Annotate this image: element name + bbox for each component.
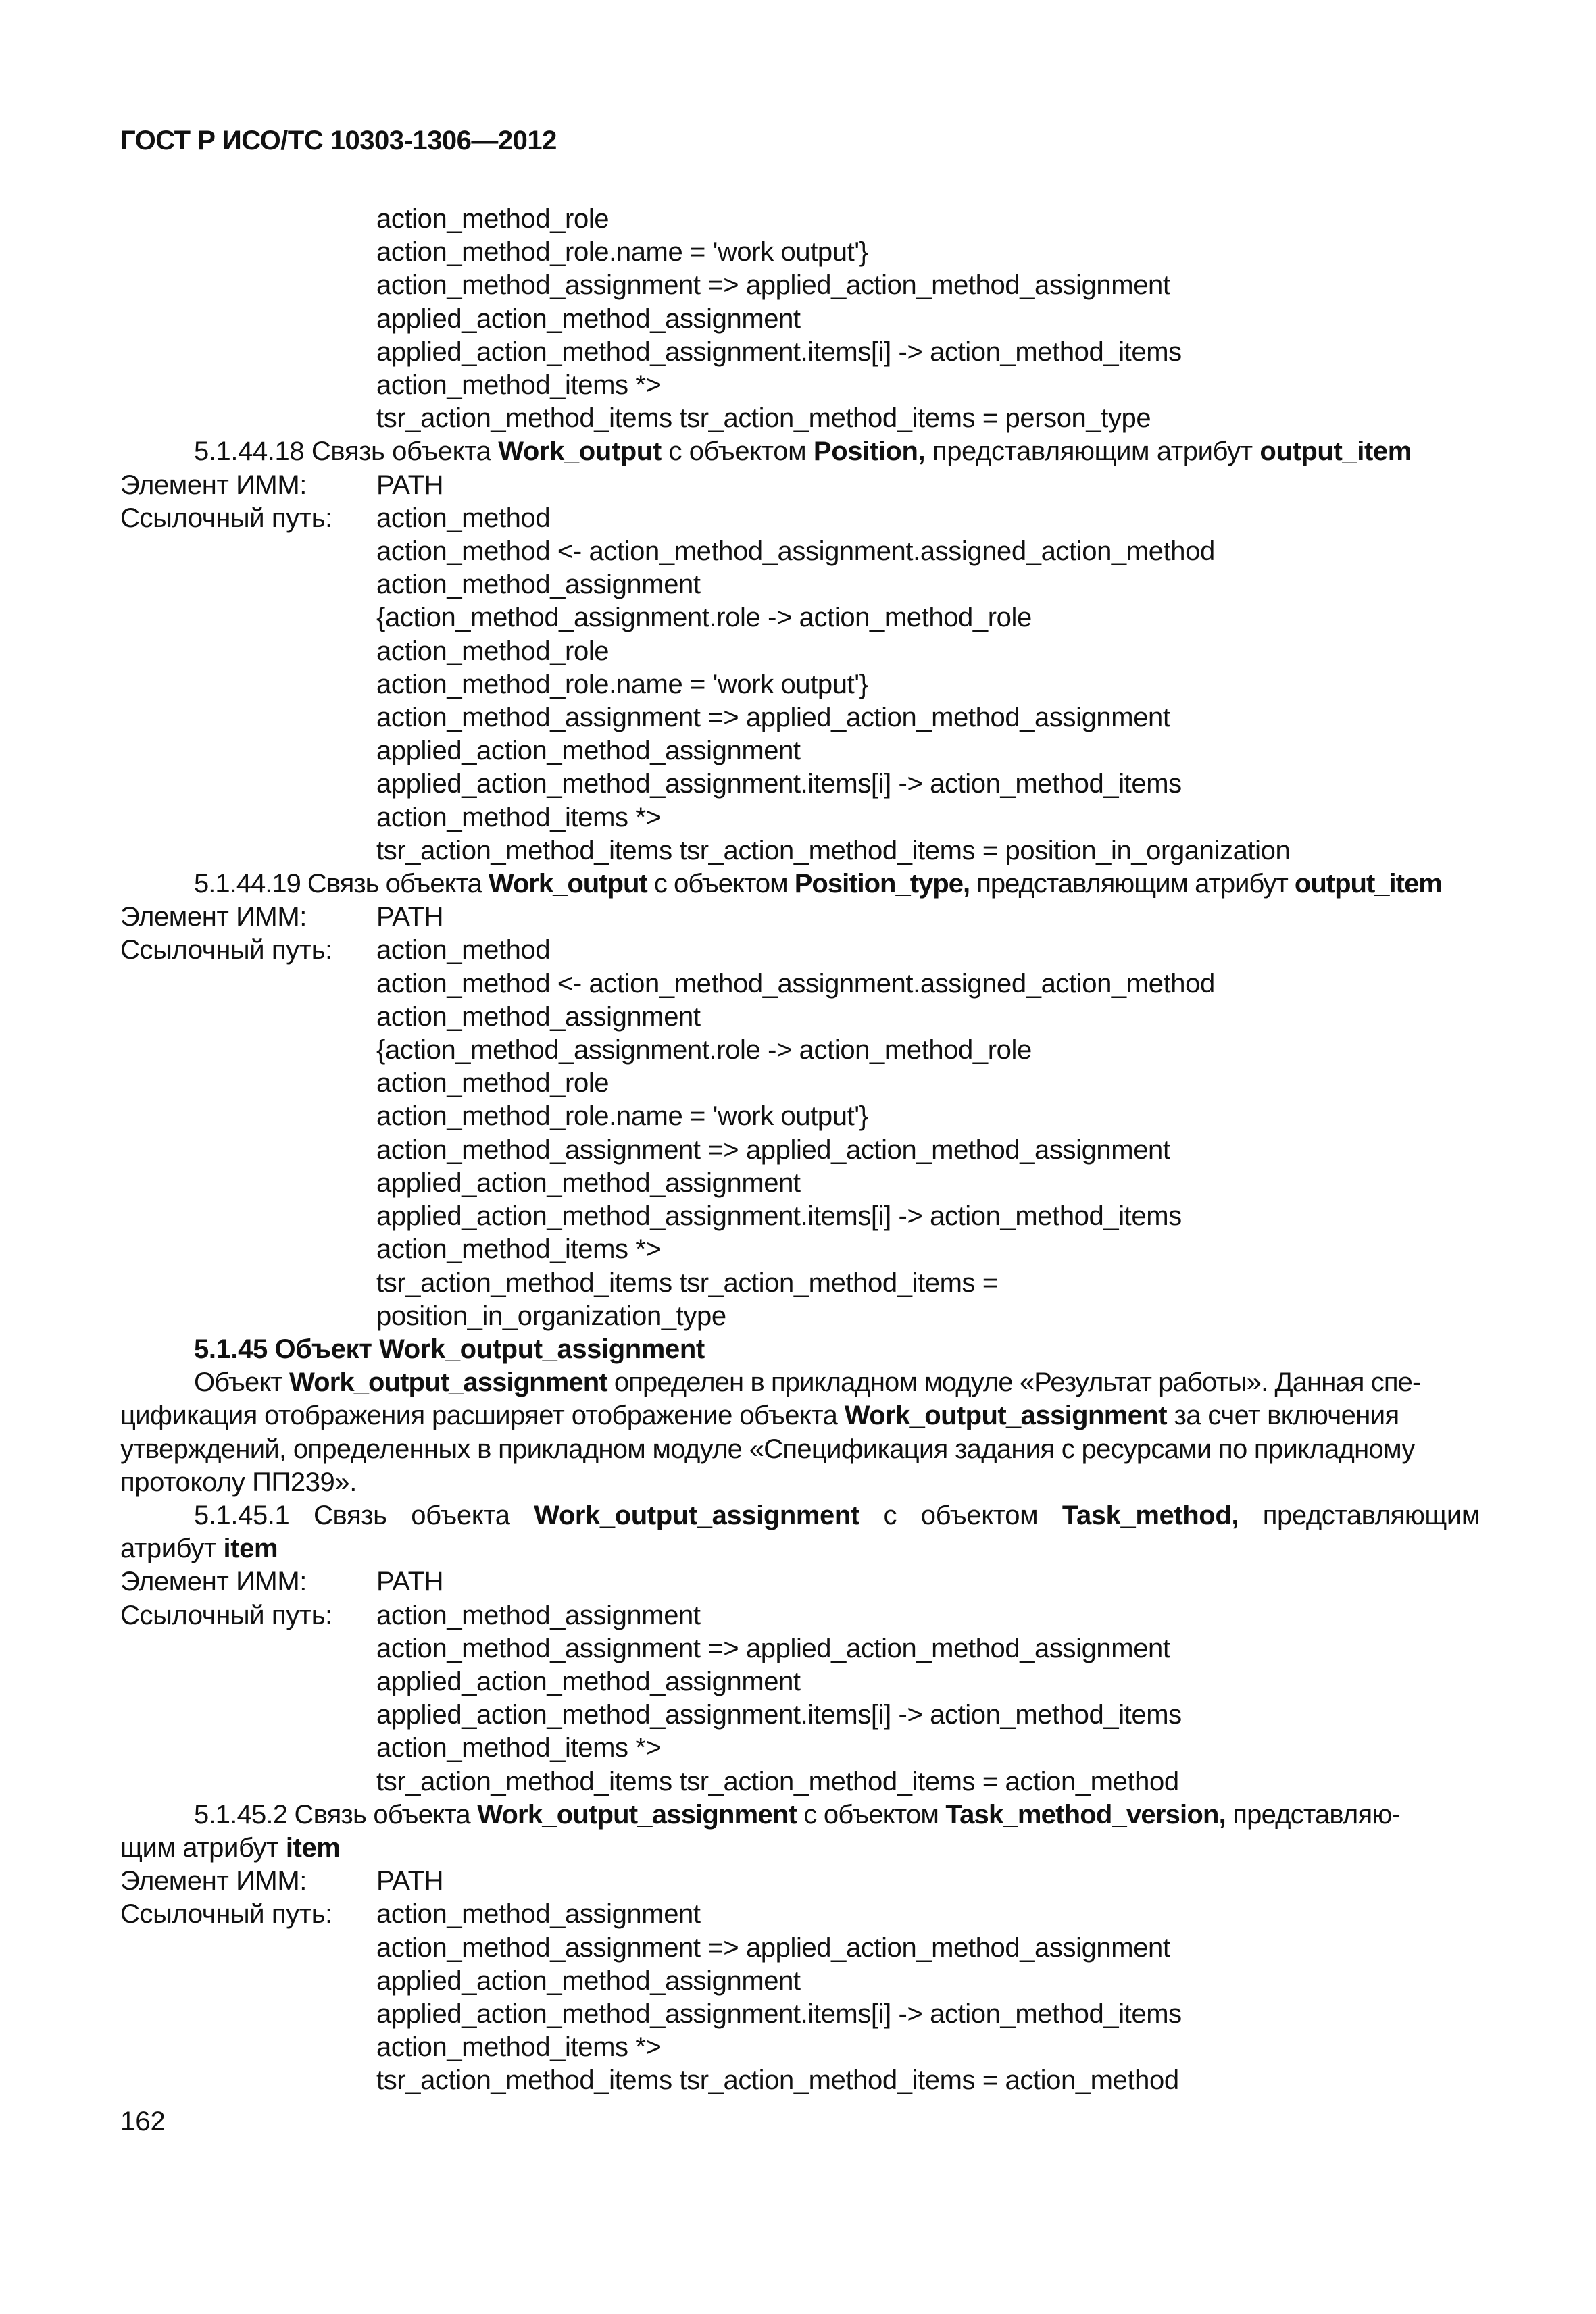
element-row: Элемент ИММ: PATH xyxy=(120,902,444,932)
paragraph-line: утверждений, определенных в прикладном модуле «Спецификация задания с ресурсами по прикладному xyxy=(120,1434,1415,1464)
path-row: Ссылочный путь: action_method xyxy=(120,503,551,533)
top-code-block xyxy=(120,203,1480,435)
code-line: action_method_items *> xyxy=(376,1733,662,1763)
code-line: action_method_assignment => applied_action_method_assignment xyxy=(376,1633,1170,1663)
section-5-1-45 xyxy=(120,1333,1480,1499)
element-row: Элемент ИММ: PATH xyxy=(120,1866,444,1896)
path-row: Ссылочный путь: action_method_assignment xyxy=(120,1899,701,1930)
code-line: tsr_action_method_items tsr_action_method_items = action_method xyxy=(376,2065,1179,2096)
document-header: ГОСТ Р ИСО/ТС 10303-1306—2012 xyxy=(120,126,557,155)
paragraph-line: протоколу ПП239». xyxy=(120,1467,357,1497)
element-row: Элемент ИММ: PATH xyxy=(120,470,444,500)
code-line: applied_action_method_assignment.items[i] -> action_method_items xyxy=(376,1998,1182,2029)
code-line: action_method_assignment xyxy=(376,570,701,600)
section-heading: 5.1.45.2 Связь объекта Work_output_assignment с объектом Task_method_version, представляю- xyxy=(194,1799,1401,1830)
paragraph-line: Объект Work_output_assignment определен в прикладном модуле «Результат работы». Данная спе- xyxy=(194,1367,1421,1398)
paragraph-line: цификация отображения расширяет отображение объекта Work_output_assignment за счет включения xyxy=(120,1401,1399,1431)
code-line: action_method_role.name = 'work output'} xyxy=(376,669,868,699)
code-line: applied_action_method_assignment xyxy=(376,1167,801,1198)
code-line: action_method_role xyxy=(376,1068,609,1099)
section-heading: 5.1.44.18 Связь объекта Work_output с объектом Position, представляющим атрибут output_item xyxy=(194,436,1412,467)
code-line: action_method_role xyxy=(376,636,609,666)
code-line: {action_method_assignment.role -> action_method_role xyxy=(376,1035,1032,1065)
code-line: applied_action_method_assignment xyxy=(376,736,801,766)
code-line: action_method_role xyxy=(376,204,609,234)
document-body xyxy=(120,203,1480,2098)
code-line: action_method <- action_method_assignment.assigned_action_method xyxy=(376,536,1215,567)
code-line: action_method_assignment => applied_action_method_assignment xyxy=(376,1134,1170,1165)
code-line: applied_action_method_assignment xyxy=(376,303,801,334)
code-line: action_method_items *> xyxy=(376,370,662,401)
section-5-1-45-1 xyxy=(120,1499,1480,1799)
code-line: action_method_items *> xyxy=(376,1234,662,1265)
code-line: tsr_action_method_items tsr_action_method_items = xyxy=(376,1267,998,1298)
code-line: action_method_assignment xyxy=(376,1001,701,1032)
code-line: applied_action_method_assignment xyxy=(376,1666,801,1696)
section-title: 5.1.45 Объект Work_output_assignment xyxy=(194,1334,705,1364)
section-5-1-44-18 xyxy=(120,435,1480,867)
code-line: tsr_action_method_items tsr_action_method_items = position_in_organization xyxy=(376,835,1291,865)
code-line: action_method_assignment => applied_action_method_assignment xyxy=(376,270,1170,301)
page-number: 162 xyxy=(120,2107,166,2136)
code-line: applied_action_method_assignment.items[i] -> action_method_items xyxy=(376,1201,1182,1232)
code-line: action_method <- action_method_assignment.assigned_action_method xyxy=(376,968,1215,999)
section-heading-cont: атрибут item xyxy=(120,1534,278,1564)
path-row: Ссылочный путь: action_method_assignment xyxy=(120,1600,701,1630)
code-line: action_method_role.name = 'work output'} xyxy=(376,237,868,268)
code-line: applied_action_method_assignment.items[i] -> action_method_items xyxy=(376,769,1182,799)
code-line: applied_action_method_assignment xyxy=(376,1965,801,1996)
code-line: action_method_assignment => applied_action_method_assignment xyxy=(376,703,1170,733)
code-line: applied_action_method_assignment.items[i] -> action_method_items xyxy=(376,1700,1182,1730)
code-line: tsr_action_method_items tsr_action_method_items = person_type xyxy=(376,403,1151,434)
section-5-1-44-19 xyxy=(120,867,1480,1333)
code-line: action_method_items *> xyxy=(376,2032,662,2063)
code-line: {action_method_assignment.role -> action_method_role xyxy=(376,603,1032,633)
section-5-1-45-2 xyxy=(120,1799,1480,2098)
code-line: action_method_assignment => applied_action_method_assignment xyxy=(376,1932,1170,1963)
section-heading: 5.1.45.1 Связь объекта Work_output_assignment с объектом Task_method, представляющим xyxy=(194,1500,1480,1530)
code-line: position_in_organization_type xyxy=(376,1301,726,1331)
code-line: action_method_items *> xyxy=(376,802,662,832)
section-heading: 5.1.44.19 Связь объекта Work_output с объектом Position_type, представляющим атрибут output_item xyxy=(194,869,1442,899)
code-line: tsr_action_method_items tsr_action_method_items = action_method xyxy=(376,1766,1179,1796)
section-heading-cont: щим атрибут item xyxy=(120,1832,341,1863)
code-line: applied_action_method_assignment.items[i] -> action_method_items xyxy=(376,336,1182,367)
path-row: Ссылочный путь: action_method xyxy=(120,935,551,965)
code-line: action_method_role.name = 'work output'} xyxy=(376,1101,868,1132)
element-row: Элемент ИММ: PATH xyxy=(120,1567,444,1597)
